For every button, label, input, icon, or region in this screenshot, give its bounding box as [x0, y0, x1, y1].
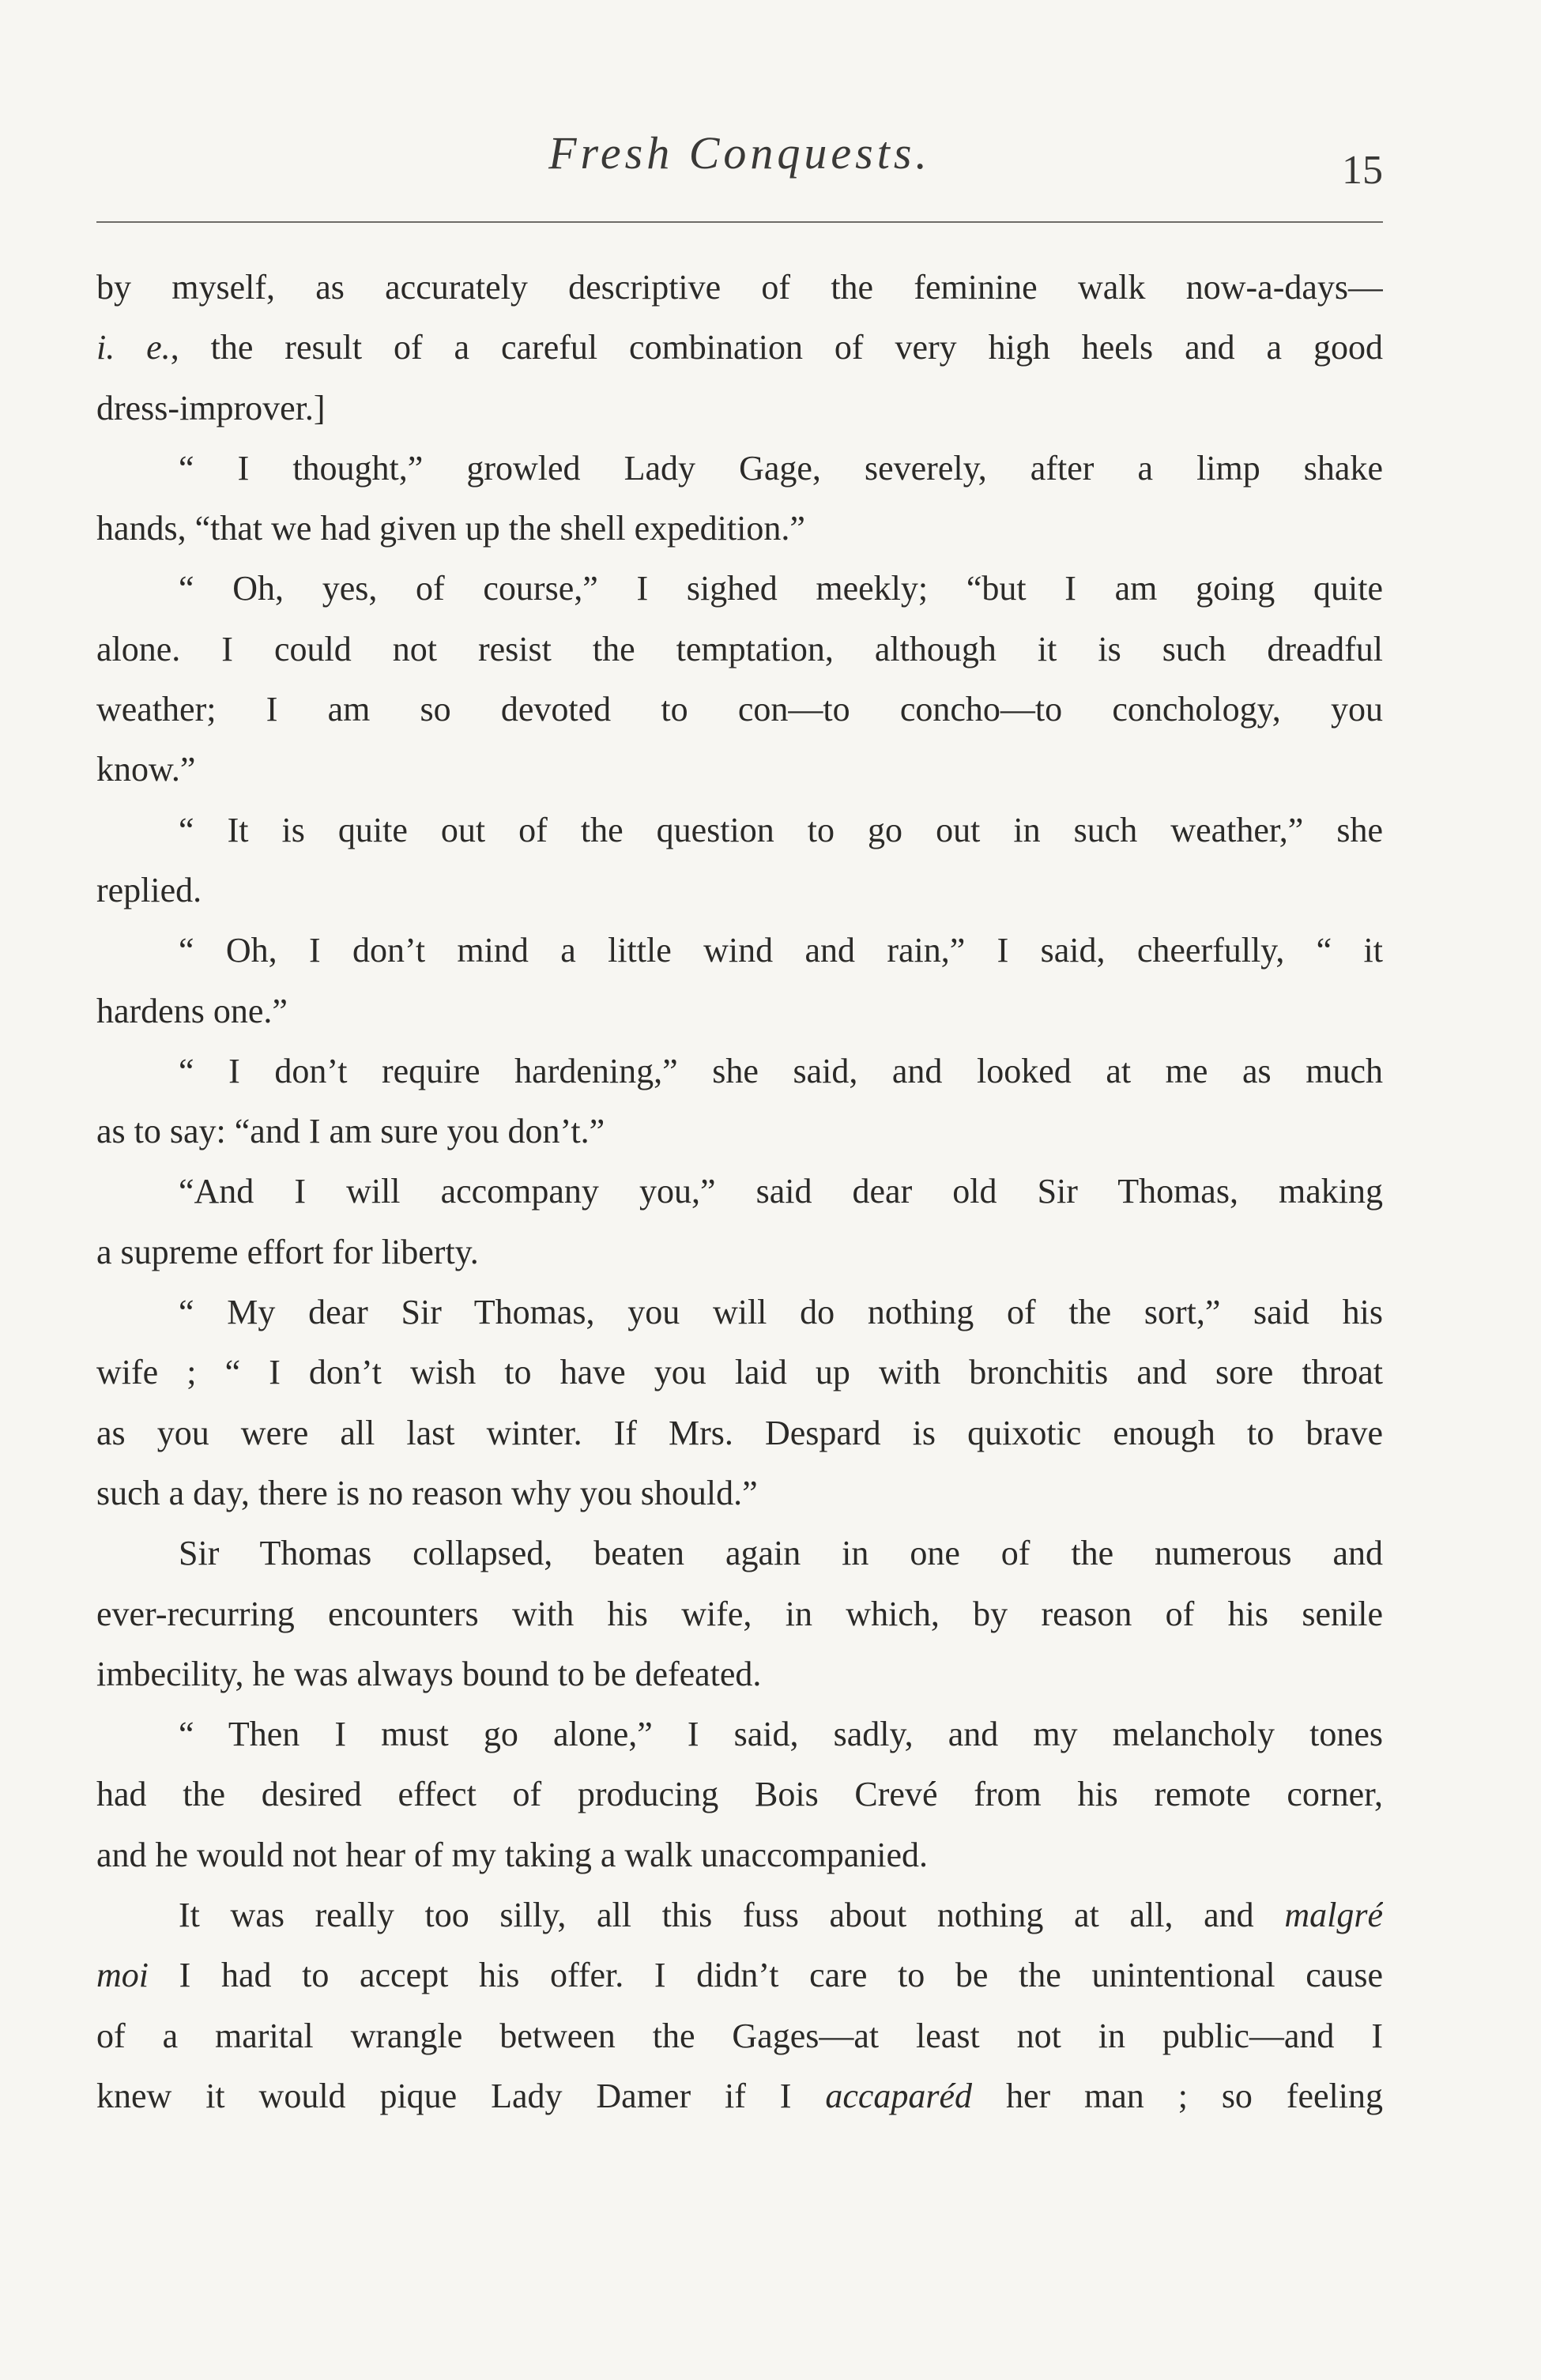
text-line: “ Oh, I don’t mind a little wind and rain,” I said, cheerfully, “ it	[179, 931, 1383, 970]
text-line: a supreme effort for liberty.	[96, 1232, 479, 1271]
text-line: “ It is quite out of the question to go out in such weather,” she	[179, 810, 1383, 849]
text-line: i. e., the result of a careful combination of very high heels and a good	[96, 328, 1383, 367]
text-line: “ I thought,” growled Lady Gage, severely, after a limp shake	[179, 448, 1383, 488]
body-text	[96, 258, 1383, 2126]
text-line: ever-recurring encounters with his wife, in which, by reason of his senile	[96, 1594, 1383, 1633]
text-line: “And I will accompany you,” said dear old Sir Thomas, making	[179, 1172, 1383, 1211]
italic-phrase: moi	[96, 1956, 149, 1995]
text-line: moi I had to accept his offer. I didn’t care to be the unintentional cause	[96, 1956, 1383, 1995]
page-number: 15	[1342, 148, 1383, 193]
text-line: “ I don’t require hardening,” she said, and looked at me as much	[179, 1051, 1383, 1090]
text-line: as you were all last winter. If Mrs. Despard is quixotic enough to brave	[96, 1413, 1383, 1452]
text-line: hands, “that we had given up the shell expedition.”	[96, 509, 805, 548]
text-line: alone. I could not resist the temptation, although it is such dreadful	[96, 629, 1383, 668]
text-line: and he would not hear of my taking a walk unaccompanied.	[96, 1835, 929, 1874]
text-line: such a day, there is no reason why you should.”	[96, 1473, 758, 1512]
text-line: weather; I am so devoted to con—to concho—to conchology, you	[96, 690, 1383, 729]
text-line: of a marital wrangle between the Gages—at least not in public—and I	[96, 2016, 1383, 2055]
running-title: Fresh Conquests.	[548, 127, 931, 179]
text-line: as to say: “and I am sure you don’t.”	[96, 1112, 605, 1151]
text-line: dress-improver.]	[96, 388, 326, 427]
text-line: know.”	[96, 750, 196, 789]
text-line: “ Then I must go alone,” I said, sadly, and my melancholy tones	[179, 1715, 1383, 1754]
text-line: hardens one.”	[96, 991, 288, 1030]
text-line: “ My dear Sir Thomas, you will do nothing of the sort,” said his	[179, 1293, 1383, 1332]
text-line: by myself, as accurately descriptive of the feminine walk now-a-days—	[96, 268, 1383, 307]
text-line: had the desired effect of producing Bois Crevé from his remote corner,	[96, 1775, 1383, 1814]
text-line: wife ; “ I don’t wish to have you laid up with bronchitis and sore throat	[96, 1353, 1383, 1392]
italic-abbreviation: i. e.	[96, 328, 171, 367]
text-line: replied.	[96, 870, 202, 909]
text-line: “ Oh, yes, of course,” I sighed meekly; “but I am going quite	[179, 569, 1383, 608]
text-line: It was really too silly, all this fuss about nothing at all, and malgré	[179, 1896, 1383, 1935]
text-line: Sir Thomas collapsed, beaten again in one of the numerous and	[179, 1534, 1383, 1573]
header-rule	[96, 221, 1383, 223]
text-line: knew it would pique Lady Damer if I accaparéd her man ; so feeling	[96, 2076, 1383, 2115]
running-head	[96, 126, 1383, 213]
italic-phrase: malgré	[1284, 1896, 1383, 1935]
italic-phrase: accaparéd	[825, 2076, 973, 2115]
text-line: imbecility, he was always bound to be defeated.	[96, 1654, 762, 1693]
